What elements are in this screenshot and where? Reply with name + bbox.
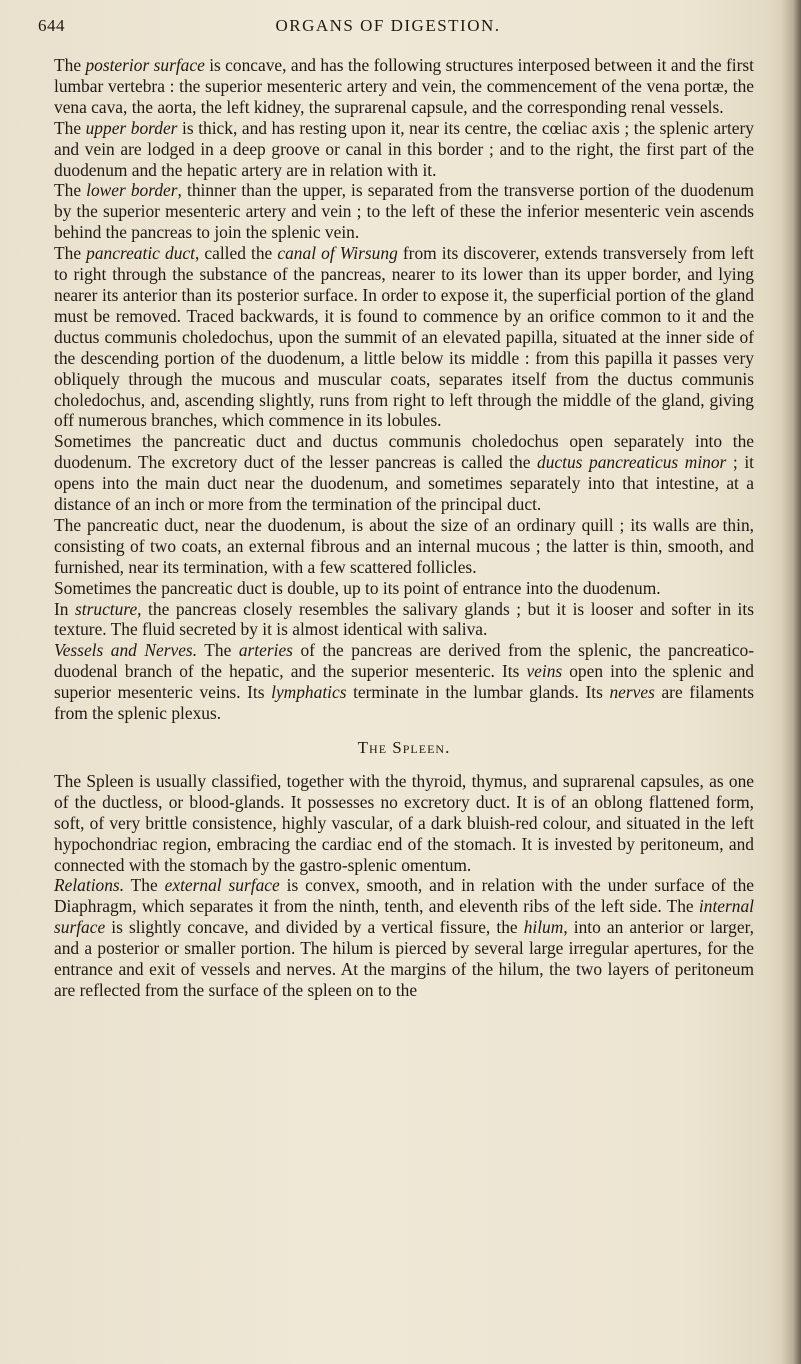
text-run: , the pancreas closely resembles the salivary glands ; but it is looser and softer in its texture. The fluid secreted by it is almost identical with saliva. bbox=[54, 598, 754, 640]
italic-text: canal of Wirsung bbox=[277, 243, 398, 264]
paragraph bbox=[54, 771, 754, 876]
italic-text: internal surface bbox=[54, 896, 754, 938]
spleen-section bbox=[54, 771, 754, 1001]
section-heading: The Spleen. bbox=[357, 738, 451, 757]
text-run: The bbox=[124, 875, 165, 896]
italic-text: posterior surface bbox=[85, 55, 205, 75]
italic-text: arteries bbox=[238, 640, 293, 661]
paragraph bbox=[54, 599, 754, 641]
running-head: ORGANS OF DIGESTION. bbox=[275, 16, 501, 35]
paragraph bbox=[54, 578, 754, 599]
paragraph bbox=[54, 243, 754, 431]
italic-text: upper border bbox=[85, 117, 178, 138]
text-run: Sometimes the pancreatic duct and ductus communis choledochus open separately into the duodenum. The excretory duct of the lesser pancreas is called the bbox=[54, 431, 754, 473]
text-run: In bbox=[54, 598, 76, 619]
paragraph bbox=[54, 55, 754, 118]
italic-text: Relations. bbox=[54, 875, 125, 896]
page-edge-shadow bbox=[781, 0, 801, 1364]
paragraph bbox=[54, 118, 754, 181]
pancreas-section bbox=[54, 55, 754, 724]
italic-text: ductus pancreaticus minor bbox=[537, 452, 727, 473]
italic-text: veins bbox=[526, 661, 563, 682]
italic-text: lower border bbox=[86, 180, 178, 201]
text-run: of the pancreas are derived from the splenic, the pancreatico-duodenal branch of the hepatic, and the superior mesenteric. Its bbox=[54, 640, 754, 682]
paragraph bbox=[54, 180, 754, 243]
text-run: The bbox=[54, 180, 87, 201]
text-run: , called the bbox=[194, 243, 278, 264]
text-run: is concave, and has the following structures interposed between it and the first lumbar vertebra : the superior mesenteric artery and vein, the commencement of the vena portæ, the vena cava, the aorta, the left kidney, the suprarenal capsule, and the corresponding renal vessels. bbox=[54, 55, 754, 117]
paragraph bbox=[54, 431, 754, 515]
text-run: The Spleen is usually classified, together with the thyroid, thymus, and suprarenal capsules, as one of the ductless, or blood-glands. It possesses no excretory duct. It is of an oblong flattened form, soft, of very brittle consistence, highly vascular, of a dark bluish-red colour, and situated in the left hypochondriac region, embracing the cardiac end of the stomach. It is invested by peritoneum, and connected with the stomach by the gastro-splenic omentum. bbox=[54, 770, 754, 875]
page-header bbox=[38, 16, 738, 42]
italic-text: external surface bbox=[164, 875, 280, 896]
text-run: The bbox=[54, 117, 86, 138]
text-run: The bbox=[197, 640, 239, 661]
text-run: , into an anterior or larger, and a posterior or smaller portion. The hilum is pierced by several large irregular apertures, for the entrance and exit of vessels and nerves. At the margins of the hilum, the two layers of peritoneum are reflected from the surface of the spleen on to the bbox=[54, 917, 755, 1000]
italic-text: nerves bbox=[609, 682, 655, 703]
italic-text: pancreatic duct bbox=[86, 243, 195, 264]
text-run: open into the splenic and superior mesenteric veins. Its bbox=[54, 661, 754, 703]
text-run: The bbox=[54, 243, 87, 264]
text-run: The pancreatic duct, near the duodenum, is about the size of an ordinary quill ; its walls are thin, consisting of two coats, an external fibrous and an internal mucous ; the latter is thin, smooth, and furnished, near its termination, with a few scattered follicles. bbox=[54, 514, 754, 577]
text-run: from its discoverer, extends transversely from left to right through the substance of the pancreas, nearer to its lower than its upper border, and lying nearer its anterior than its posterior surface. In order to expose it, the superficial portion of the gland must be removed. Traced backwards, it is found to commence by an orifice common to it and the ductus communis choledochus, upon the summit of an elevated papilla, situated at the inner side of the descending portion of the duodenum, a little below its middle : from this papilla it passes very obliquely through the mucous and muscular coats, separates itself from the ductus communis choledochus, and, ascending slightly, runs from right to left through the middle of the gland, giving off numerous branches, which commence in its lobules. bbox=[54, 243, 754, 431]
italic-text: Vessels and Nerves. bbox=[54, 640, 198, 661]
paragraph bbox=[54, 640, 754, 724]
text-run: terminate in the lumbar glands. Its bbox=[346, 682, 610, 703]
paragraph bbox=[54, 875, 754, 1000]
text-run: is slightly concave, and divided by a vertical fissure, the bbox=[105, 917, 524, 938]
page-number: 644 bbox=[38, 16, 65, 35]
text-run: ; it opens into the main duct near the duodenum, and sometimes separately into that intestine, at a distance of an inch or more from the termination of the principal duct. bbox=[54, 452, 754, 515]
text-run: , thinner than the upper, is separated from the transverse portion of the duodenum by the superior mesenteric artery and vein ; to the left of these the inferior mesenteric vein ascends behind the pancreas to join the splenic vein. bbox=[54, 180, 755, 243]
italic-text: structure bbox=[75, 598, 138, 619]
paragraph bbox=[54, 515, 754, 578]
text-run: are filaments from the splenic plexus. bbox=[54, 682, 754, 724]
body-text bbox=[54, 55, 754, 1001]
text-run: Sometimes the pancreatic duct is double, up to its point of entrance into the duodenum. bbox=[54, 577, 661, 598]
text-run: is thick, and has resting upon it, near its centre, the cœliac axis ; the splenic artery and vein are lodged in a deep groove or canal in this border ; and to the right, the first part of the duodenum and the hepatic artery are in relation with it. bbox=[54, 117, 754, 180]
text-run: The bbox=[54, 55, 86, 75]
text-run: is convex, smooth, and in relation with the under surface of the Diaphragm, which separates it from the ninth, tenth, and eleventh ribs of the left side. The bbox=[54, 875, 755, 917]
italic-text: hilum bbox=[523, 917, 564, 938]
italic-text: lymphatics bbox=[271, 682, 347, 703]
